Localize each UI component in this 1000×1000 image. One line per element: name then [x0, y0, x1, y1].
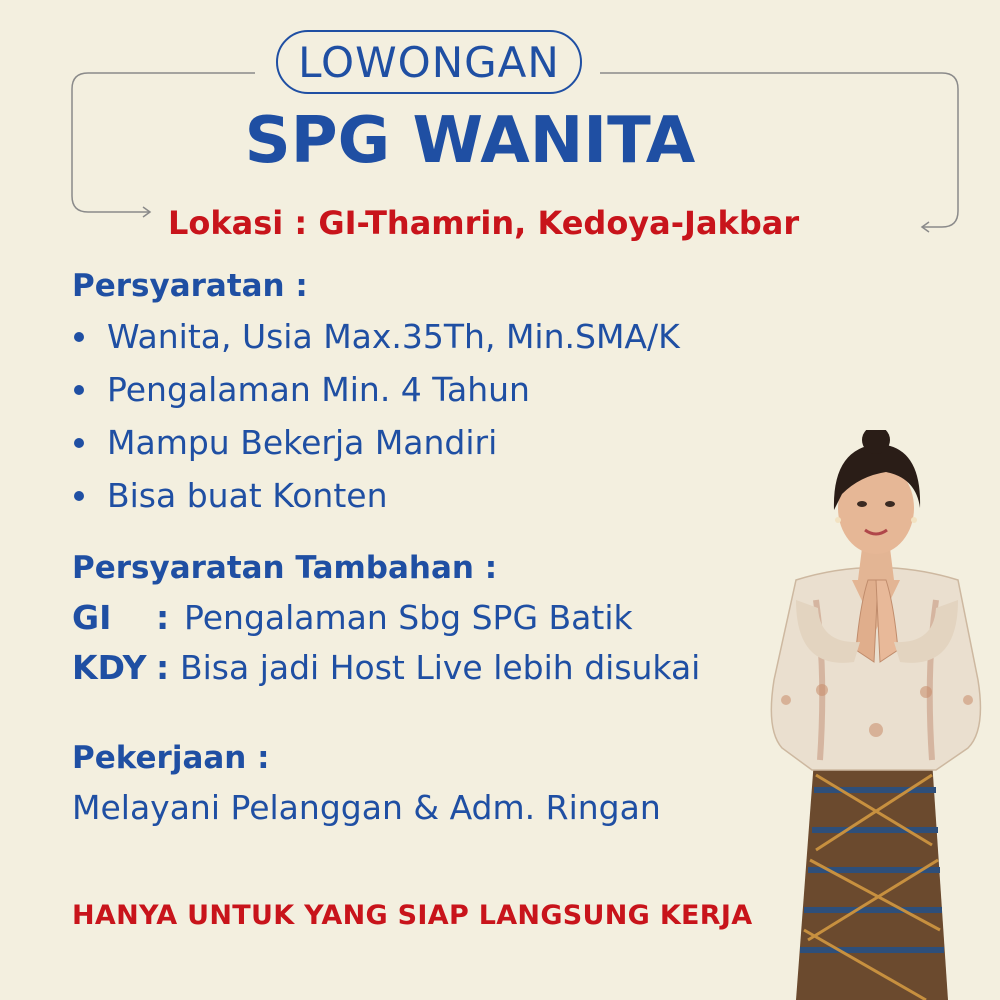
bullet-icon: [74, 491, 84, 501]
additional-row-gi: [72, 598, 633, 637]
footer-note: HANYA UNTUK YANG SIAP LANGSUNG KERJA: [72, 900, 753, 931]
row-separator: :: [156, 648, 170, 687]
list-item-text: Wanita, Usia Max.35Th, Min.SMA/K: [107, 317, 680, 356]
bullet-icon: [74, 385, 84, 395]
requirements-heading: Persyaratan :: [72, 268, 308, 304]
list-item-text: Mampu Bekerja Mandiri: [107, 423, 498, 462]
bullet-icon: [74, 438, 84, 448]
job-description: Melayani Pelanggan & Adm. Ringan: [72, 788, 661, 827]
row-separator: :: [156, 598, 170, 637]
vacancy-label: LOWONGAN: [298, 37, 560, 87]
list-item: [72, 310, 680, 363]
list-item: [72, 416, 680, 469]
row-value: Pengalaman Sbg SPG Batik: [184, 598, 633, 637]
list-item: [72, 363, 680, 416]
row-value: Bisa jadi Host Live lebih disukai: [180, 648, 701, 687]
additional-heading: Persyaratan Tambahan :: [72, 550, 498, 586]
woman-illustration: [756, 430, 1000, 1000]
row-key: KDY: [72, 648, 147, 687]
location-text: Lokasi : GI-Thamrin, Kedoya-Jakbar: [168, 204, 800, 242]
job-heading: Pekerjaan :: [72, 740, 270, 776]
list-item-text: Pengalaman Min. 4 Tahun: [107, 370, 530, 409]
vacancy-pill: [276, 30, 582, 94]
job-title: SPG WANITA: [244, 104, 696, 178]
additional-row-kdy: [72, 648, 700, 687]
list-item-text: Bisa buat Konten: [107, 476, 388, 515]
list-item: [72, 469, 680, 522]
row-key: GI: [72, 598, 112, 637]
bullet-icon: [74, 332, 84, 342]
requirements-list: [72, 310, 680, 522]
